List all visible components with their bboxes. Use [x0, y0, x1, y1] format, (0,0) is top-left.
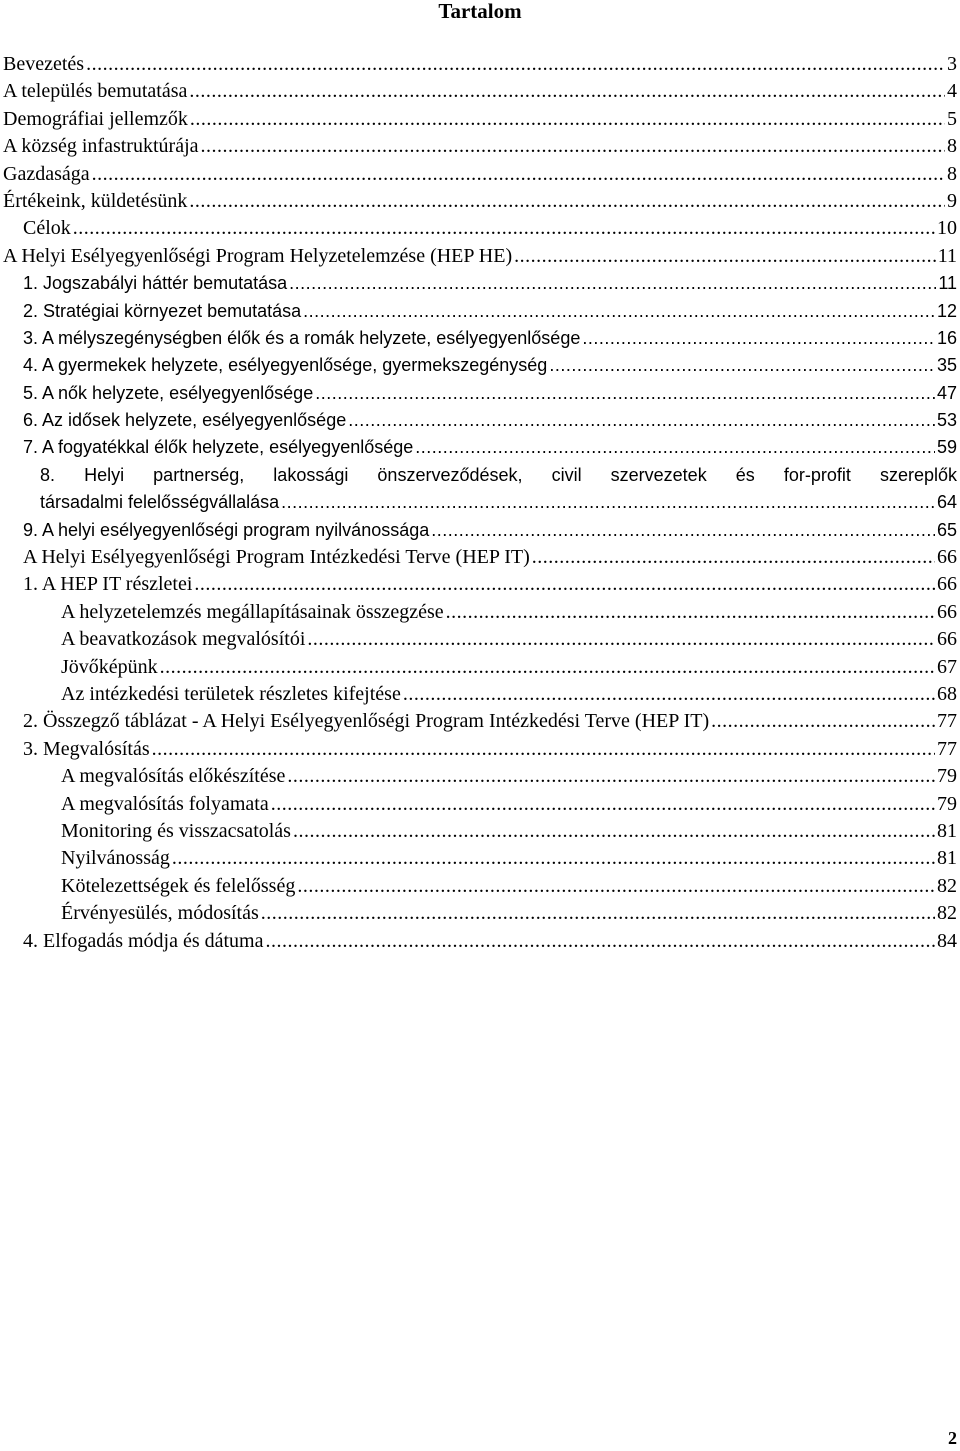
toc-entry-melyszegenyseg[interactable]	[3, 325, 957, 352]
toc-page-number: 47	[936, 382, 957, 403]
toc-entry-label: 7. A fogyatékkal élők helyzete, esélyegyenlősége	[23, 437, 414, 458]
toc-page-number: 67	[937, 655, 957, 678]
toc-leader	[297, 873, 935, 900]
toc-entry-label: A beavatkozások megvalósítói	[61, 628, 306, 651]
toc-page-number: 10	[937, 217, 957, 240]
toc-entry-label: Jövőképünk	[61, 655, 158, 678]
toc-entry-label: 6. Az idősek helyzete, esélyegyenlősége	[23, 410, 347, 431]
toc-leader	[431, 517, 935, 544]
toc-entry-jogszabalyi[interactable]	[3, 270, 957, 297]
toc-entry-label: Kötelezettségek és felelősség	[61, 874, 296, 897]
toc-entry-jovokepunk[interactable]	[3, 654, 957, 681]
toc-leader	[190, 106, 945, 133]
table-of-contents	[3, 51, 957, 955]
toc-leader	[73, 215, 935, 242]
toc-entry-hep-it-reszletei[interactable]	[3, 571, 957, 598]
toc-entry-celok[interactable]	[3, 215, 957, 242]
toc-entry-kifejtese[interactable]	[3, 681, 957, 708]
toc-leader	[281, 489, 935, 516]
toc-entry-osszegzo-tablazat[interactable]	[3, 708, 957, 735]
toc-page-number: 11	[937, 244, 957, 267]
toc-entry-label: A megvalósítás előkészítése	[61, 765, 286, 788]
toc-page-number: 12	[936, 300, 957, 321]
toc-page-number: 84	[937, 929, 957, 952]
toc-entry-label: A település bemutatása	[3, 80, 188, 103]
toc-entry-label: Értékeink, küldetésünk	[3, 189, 188, 212]
toc-page-number: 81	[937, 847, 957, 870]
toc-leader	[403, 681, 935, 708]
toc-leader	[303, 298, 935, 325]
toc-entry-label: A község infastruktúrája	[3, 135, 199, 158]
toc-entry-bevezetes[interactable]	[3, 51, 957, 78]
toc-entry-label: Gazdasága	[3, 162, 90, 185]
toc-entry-label: A helyzetelemzés megállapításainak összegzése	[61, 600, 444, 623]
toc-page-number: 77	[937, 710, 957, 733]
toc-page-number: 11	[938, 273, 957, 294]
toc-entry-label: A Helyi Esélyegyenlőségi Program Helyzetelemzése (HEP HE)	[3, 244, 513, 267]
toc-entry-label: 1. Jogszabályi háttér bemutatása	[23, 273, 288, 294]
toc-entry-gyermekek[interactable]	[3, 352, 957, 379]
toc-entry-osszegzese[interactable]	[3, 599, 957, 626]
toc-leader	[532, 544, 935, 571]
toc-page-number: 81	[937, 819, 957, 842]
toc-entry-nyilvanossag[interactable]	[3, 845, 957, 872]
toc-entry-label: A megvalósítás folyamata	[61, 792, 269, 815]
toc-entry-nok[interactable]	[3, 380, 957, 407]
toc-entry-monitoring[interactable]	[3, 818, 957, 845]
toc-leader	[415, 434, 935, 461]
toc-leader	[152, 736, 935, 763]
toc-entry-label: A Helyi Esélyegyenlőségi Program Intézkedési Terve (HEP IT)	[23, 546, 530, 569]
toc-entry-telepules[interactable]	[3, 78, 957, 105]
toc-entry-hep-it[interactable]	[3, 544, 957, 571]
toc-entry-label: Bevezetés	[3, 53, 85, 75]
toc-page-number: 8	[947, 162, 957, 185]
toc-entry-label: 2. Összegző táblázat - A Helyi Esélyegyenlőségi Program Intézkedési Terve (HEP IT)	[23, 710, 710, 733]
toc-entry-label-line2: társadalmi felelősségvállalása	[40, 492, 280, 513]
toc-entry-folyamata[interactable]	[3, 791, 957, 818]
toc-page-number: 66	[937, 573, 957, 596]
toc-page-number: 66	[937, 628, 957, 651]
toc-entry-label: 5. A nők helyzete, esélyegyenlősége	[23, 382, 314, 403]
toc-leader	[261, 900, 935, 927]
toc-page-number: 77	[937, 737, 957, 760]
toc-entry-label: 3. Megvalósítás	[23, 737, 150, 760]
toc-page-number: 4	[947, 80, 957, 103]
toc-leader	[293, 818, 935, 845]
toc-page-number: 5	[947, 107, 957, 130]
toc-entry-line2	[40, 489, 957, 516]
toc-leader	[160, 654, 935, 681]
toc-page-number: 35	[936, 355, 957, 376]
toc-page-number: 53	[936, 410, 957, 431]
toc-entry-label: Demográfiai jellemzők	[3, 107, 188, 130]
toc-page-number: 16	[936, 327, 957, 348]
toc-leader	[289, 270, 936, 297]
toc-entry-label: 2. Stratégiai környezet bemutatása	[23, 300, 302, 321]
toc-entry-ertekeink[interactable]	[3, 188, 957, 215]
toc-leader	[189, 188, 945, 215]
toc-page-number: 65	[936, 519, 957, 540]
toc-leader	[348, 407, 935, 434]
page-title: Tartalom	[438, 0, 522, 23]
toc-leader	[271, 791, 935, 818]
toc-entry-label-line1: 8. Helyi partnerség, lakossági önszerveződések, civil szervezetek és for-profit szereplők	[40, 464, 957, 485]
toc-entry-infrastruktura[interactable]	[3, 133, 957, 160]
toc-entry-label: 4. A gyermekek helyzete, esélyegyenlősége, gyermekszegénység	[23, 355, 548, 376]
toc-entry-nyilvanossaga[interactable]	[3, 517, 957, 544]
toc-entry-idosek[interactable]	[3, 407, 957, 434]
toc-page-number: 3	[947, 53, 957, 75]
toc-entry-fogyatekkal[interactable]	[3, 434, 957, 461]
toc-entry-hep-he[interactable]	[3, 243, 957, 270]
toc-entry-kotelezettsegek[interactable]	[3, 873, 957, 900]
toc-entry-megvalositoi[interactable]	[3, 626, 957, 653]
toc-entry-label: 9. A helyi esélyegyenlőségi program nyilvánossága	[23, 519, 430, 540]
toc-page-number: 9	[947, 189, 957, 212]
toc-entry-elokeszitese[interactable]	[3, 763, 957, 790]
toc-page-number: 64	[936, 492, 957, 513]
toc-page-number: 59	[936, 437, 957, 458]
toc-entry-elfogadas[interactable]	[3, 928, 957, 955]
toc-entry-megvalositas[interactable]	[3, 736, 957, 763]
toc-entry-label: Nyilvánosság	[61, 847, 170, 870]
toc-entry-label: Monitoring és visszacsatolás	[61, 819, 291, 842]
toc-entry-label: 4. Elfogadás módja és dátuma	[23, 929, 264, 952]
toc-entry-label: Célok	[23, 217, 71, 240]
toc-page-number: 79	[937, 792, 957, 815]
toc-entry-ervenyesules[interactable]	[3, 900, 957, 927]
toc-leader	[582, 325, 935, 352]
toc-page-number: 8	[947, 135, 957, 158]
toc-leader	[307, 626, 935, 653]
toc-leader	[194, 571, 935, 598]
page-number: 2	[948, 1428, 957, 1448]
toc-leader	[549, 352, 935, 379]
toc-leader	[514, 243, 936, 270]
toc-leader	[315, 380, 935, 407]
toc-page-number: 79	[937, 765, 957, 788]
toc-page-number: 82	[937, 902, 957, 925]
toc-entry-label: 3. A mélyszegénységben élők és a romák helyzete, esélyegyenlősége	[23, 327, 581, 348]
toc-leader	[189, 78, 945, 105]
toc-entry-gazdasag[interactable]	[3, 161, 957, 188]
toc-entry-label: Érvényesülés, módosítás	[61, 902, 259, 925]
toc-leader	[266, 928, 936, 955]
toc-leader	[446, 599, 935, 626]
toc-leader	[86, 51, 945, 78]
toc-leader	[201, 133, 946, 160]
toc-page-number: 66	[937, 546, 957, 569]
toc-leader	[172, 845, 935, 872]
toc-entry-partnerseg[interactable]	[3, 462, 957, 517]
toc-entry-demografia[interactable]	[3, 106, 957, 133]
toc-page-number: 82	[937, 874, 957, 897]
toc-entry-label: 1. A HEP IT részletei	[23, 573, 193, 596]
toc-entry-strategiai[interactable]	[3, 298, 957, 325]
toc-leader	[711, 708, 935, 735]
toc-page-number: 66	[937, 600, 957, 623]
toc-leader	[287, 763, 935, 790]
toc-entry-label: Az intézkedési területek részletes kifejtése	[61, 682, 401, 705]
toc-leader	[92, 161, 945, 188]
toc-page-number: 68	[937, 682, 957, 705]
